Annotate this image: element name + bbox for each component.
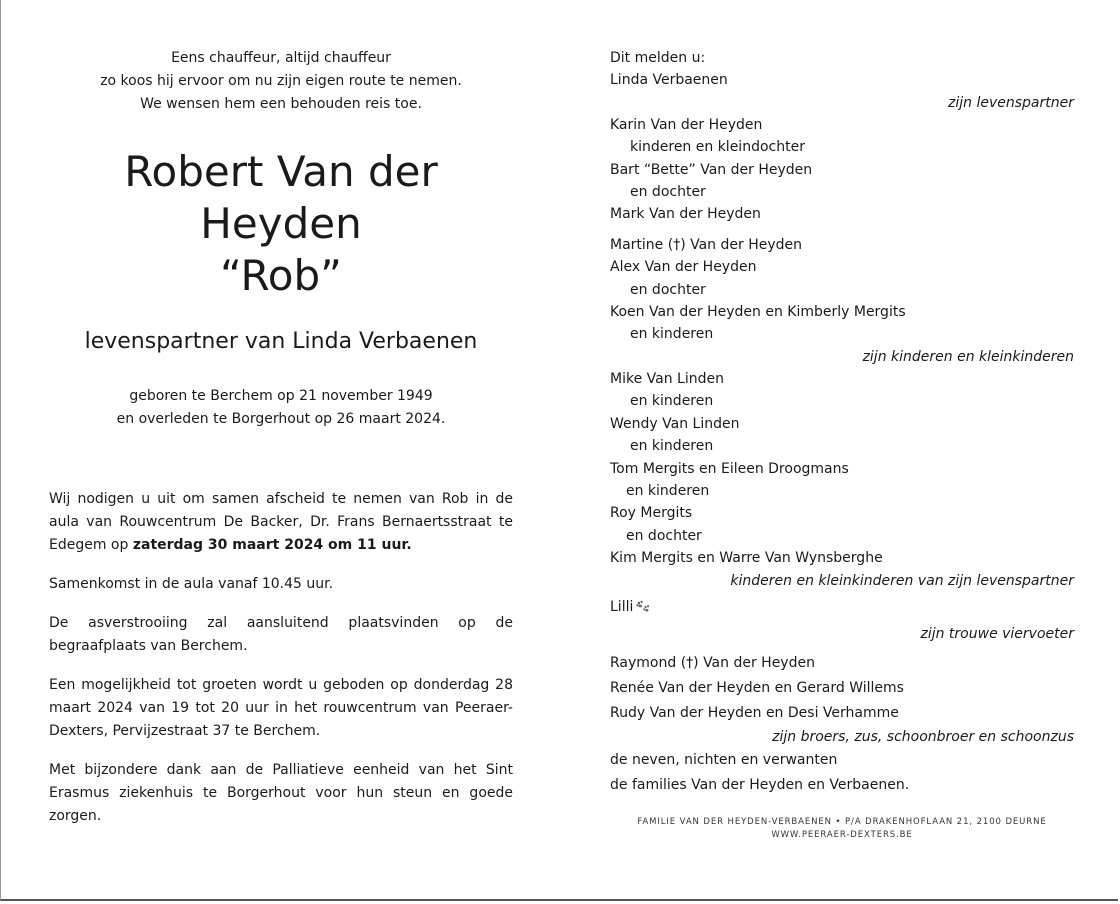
announcer-name: Wendy Van Linden [610, 415, 740, 432]
invitation-paragraph [49, 488, 513, 557]
invitation-text: Wij nodigen u uit om samen afscheid te nemen van Rob in de aula van Rouwcentrum De Backer, Dr. Frans Bernaertsstraat te Edegem op [49, 491, 513, 553]
announcer-name: Renée Van der Heyden en Gerard Willems [610, 679, 904, 696]
announcer-name: Roy Mergits [610, 505, 693, 522]
announcer-name: Karin Van der Heyden [610, 116, 763, 133]
announcer-name: Kim Mergits en Warre Van Wynsberghe [610, 550, 883, 567]
announcer-name: Tom Mergits en Eileen Droogmans [610, 460, 849, 477]
visitation-paragraph: Een mogelijkheid tot groeten wordt u geboden op donderdag 28 maart 2024 van 19 tot 20 uur in het rouwcentrum van Peeraer-Dexters, Pervijzestraat 37 te Berchem. [49, 677, 513, 739]
announcers-intro: Dit melden u: [610, 50, 706, 66]
death-line: en overleden te Borgerhout op 26 maart 2024. [116, 411, 446, 427]
announcer-sub: en dochter [630, 281, 706, 298]
announcer-sub: en kinderen [630, 326, 714, 343]
right-column [610, 47, 1074, 842]
relation-label: kinderen en kleinkinderen van zijn levenspartner [730, 572, 1074, 589]
deceased-nickname: “Rob” [220, 251, 342, 300]
footer [610, 816, 1074, 842]
announcer-sub: kinderen en kleindochter [630, 139, 805, 156]
deceased-name: Robert Van der Heyden [124, 147, 438, 248]
announcer-sub: en dochter [630, 184, 706, 201]
left-column [49, 47, 513, 828]
footer-address: FAMILIE VAN DER HEYDEN-VERBAENEN • P/A DRAKENHOFLAAN 21, 2100 DEURNE [637, 816, 1047, 827]
announcer-name: Koen Van der Heyden en Kimberly Mergits [610, 304, 906, 321]
announcer-name: Raymond (†) Van der Heyden [610, 654, 815, 671]
life-dates [49, 385, 513, 431]
announcer-name: Mark Van der Heyden [610, 206, 761, 223]
announcer-name: Mike Van Linden [610, 370, 724, 387]
footer-website: WWW.PEERAER-DEXTERS.BE [771, 829, 913, 840]
announcer-sub: en dochter [626, 527, 702, 544]
ash-scattering-paragraph: De asverstrooiing zal aansluitend plaatsvinden op de begraafplaats van Berchem. [49, 615, 513, 654]
motto [49, 47, 513, 116]
motto-line: Eens chauffeur, altijd chauffeur [171, 50, 391, 66]
announcer-partner: Linda Verbaenen [610, 72, 728, 89]
announcer-name: Bart “Bette” Van der Heyden [610, 161, 813, 178]
relation-label: zijn broers, zus, schoonbroer en schoonzus [772, 728, 1074, 745]
pet-line [610, 596, 1074, 618]
announcer-name: de families Van der Heyden en Verbaenen. [610, 776, 910, 793]
ceremony-datetime: zaterdag 30 maart 2024 om 11 uur. [132, 537, 412, 553]
motto-line: We wensen hem een behouden reis toe. [140, 96, 422, 112]
relation-label: zijn levenspartner [948, 94, 1074, 111]
announcer-name: Rudy Van der Heyden en Desi Verhamme [610, 704, 899, 721]
announcer-sub: en kinderen [630, 393, 714, 410]
announcer-sub: en kinderen [630, 438, 714, 455]
announcer-sub: en kinderen [626, 482, 710, 499]
partner-line: levenspartner van Linda Verbaenen [84, 329, 478, 354]
motto-line: zo koos hij ervoor om nu zijn eigen route te nemen. [100, 73, 462, 89]
paw-prints-icon [636, 600, 650, 612]
announcer-name: Martine (†) Van der Heyden [610, 236, 803, 253]
birth-line: geboren te Berchem op 21 november 1949 [129, 388, 433, 404]
gathering-paragraph: Samenkomst in de aula vanaf 10.45 uur. [49, 576, 334, 592]
relation-label: zijn kinderen en kleinkinderen [862, 348, 1074, 365]
announcer-name: de neven, nichten en verwanten [610, 751, 838, 768]
announcer-name: Alex Van der Heyden [610, 259, 757, 276]
pet-name: Lilli [610, 598, 634, 615]
thanks-paragraph: Met bijzondere dank aan de Palliatieve eenheid van het Sint Erasmus ziekenhuis te Borgerhout voor hun steun en goede zorgen. [49, 762, 513, 824]
relation-label: zijn trouwe viervoeter [920, 625, 1074, 642]
